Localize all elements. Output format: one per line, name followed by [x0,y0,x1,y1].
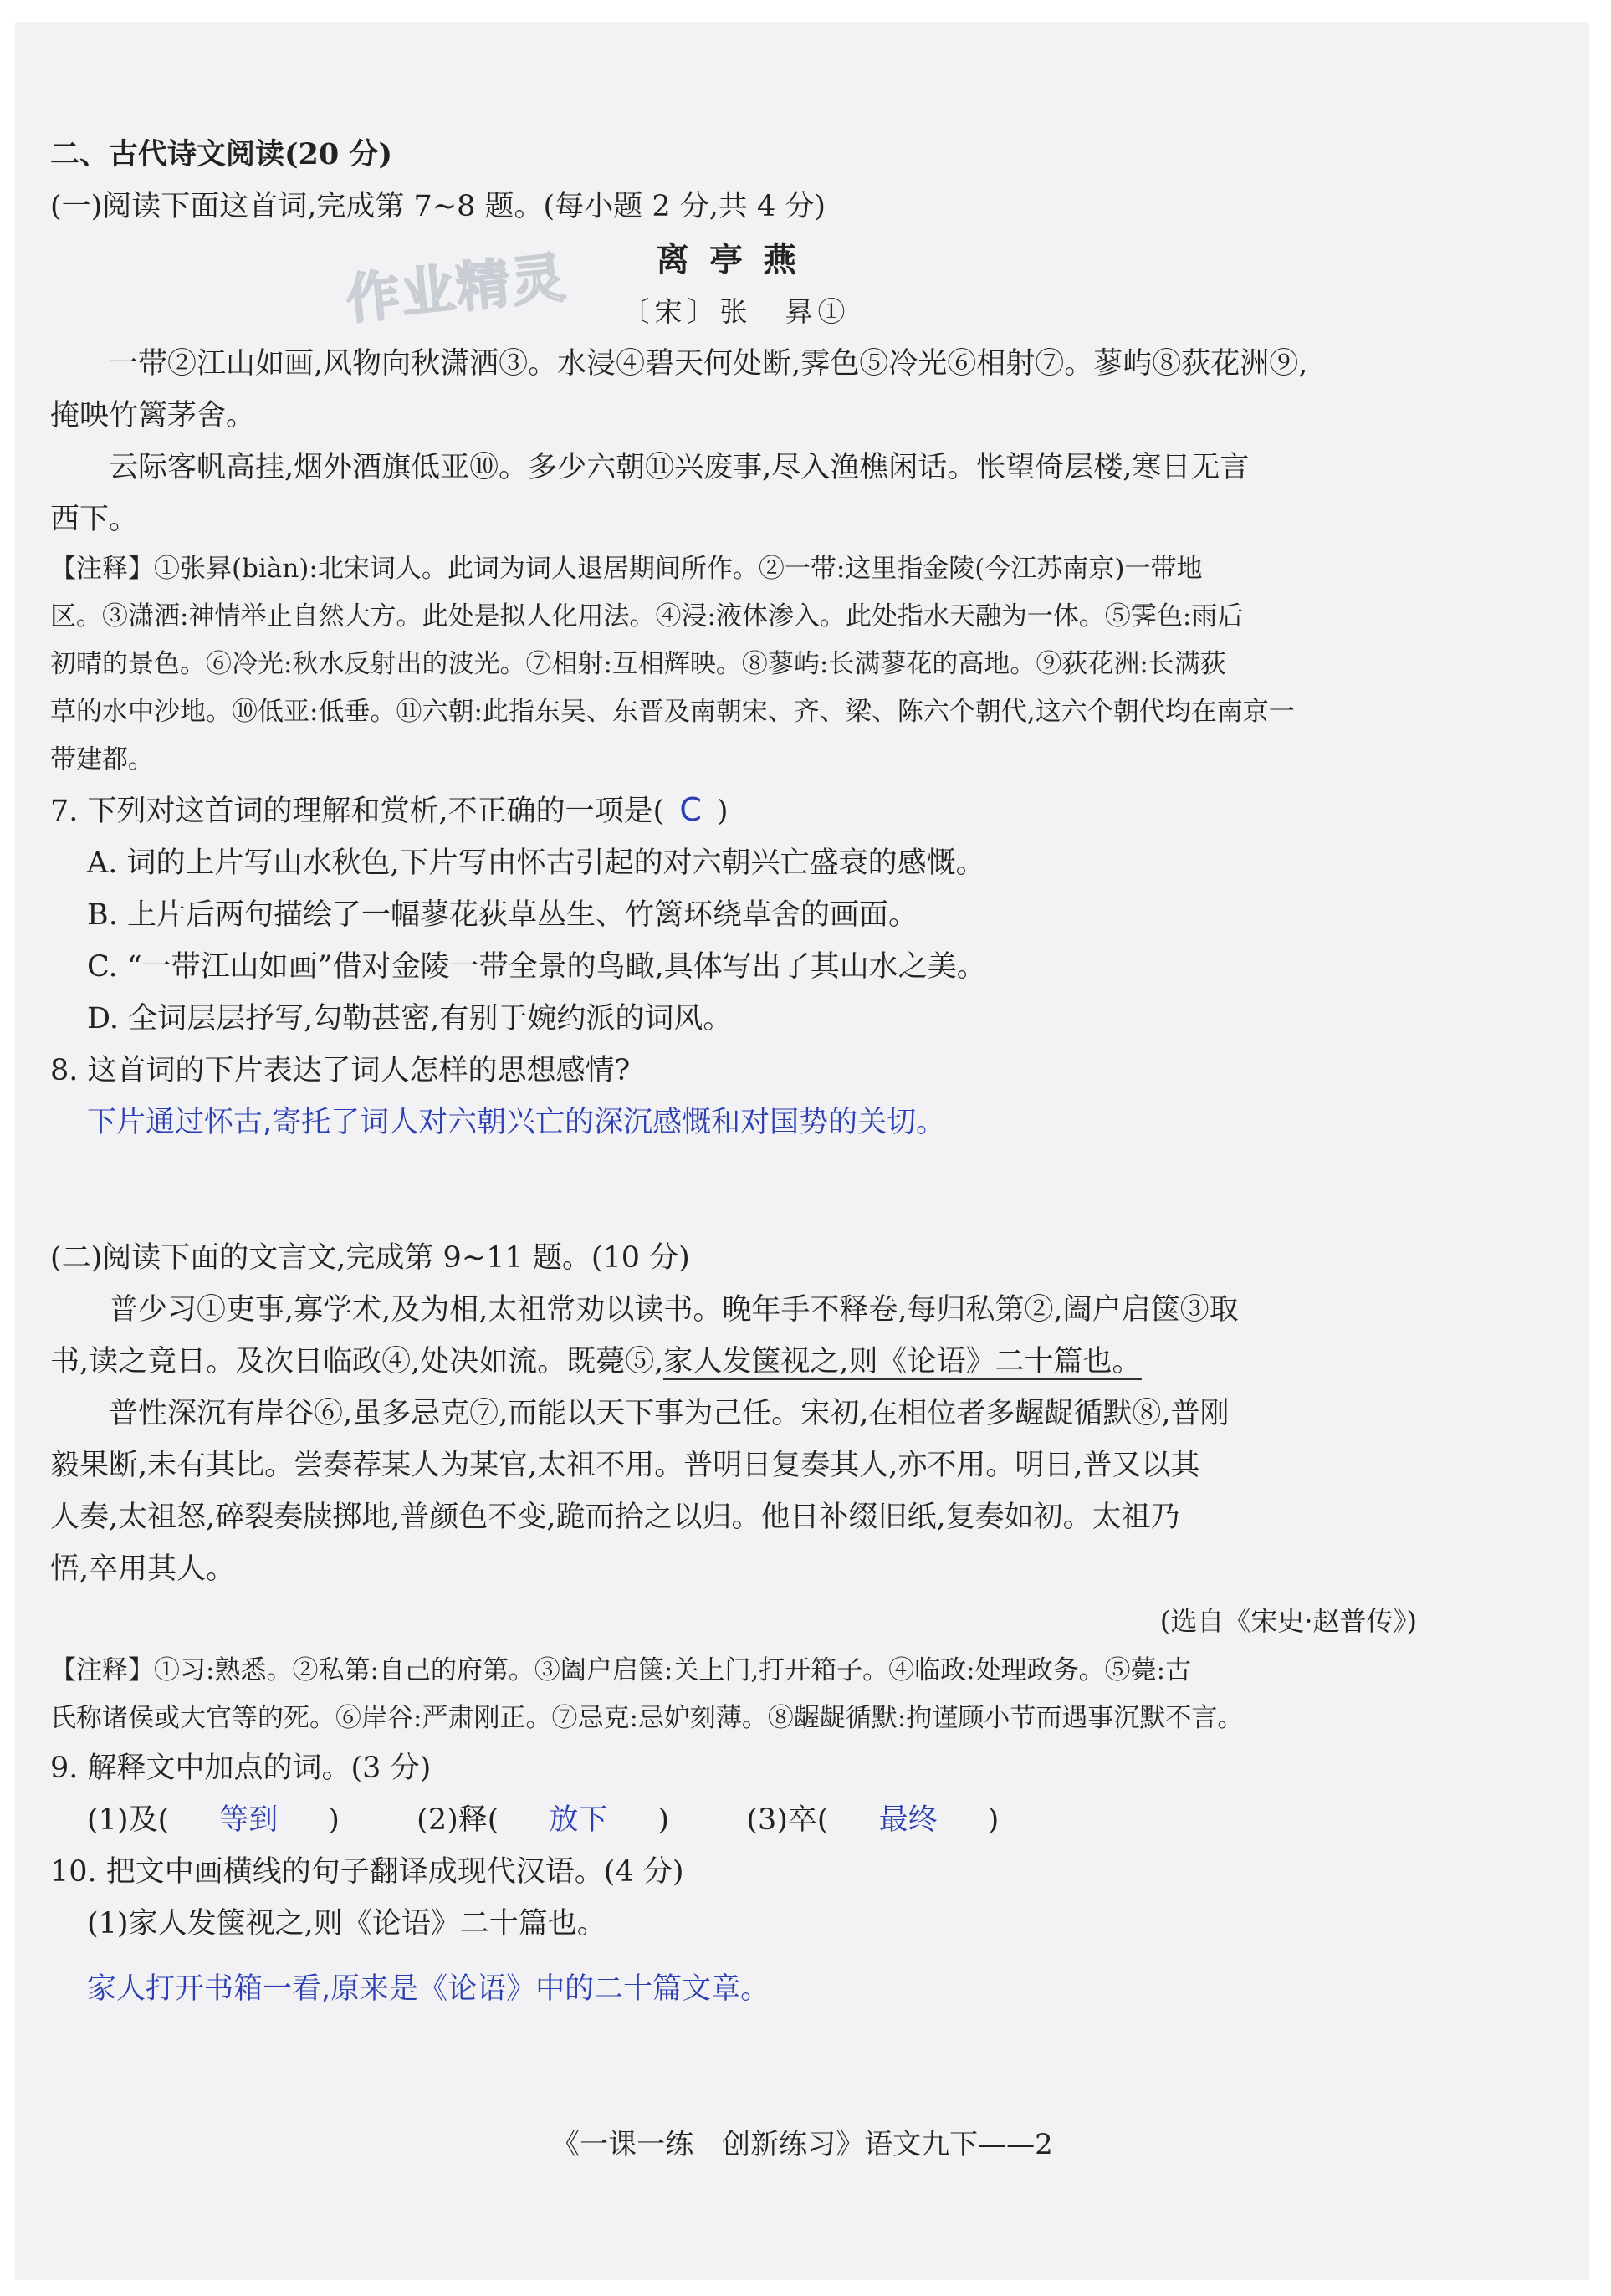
note-line: 带建都。 [50,744,154,775]
poem-title: 离亭燕 [656,240,816,279]
prose-line: 普少习①吏事,寡学术,及为相,太祖常劝以读书。晚年手不释卷,每归私第②,阖户启箧③取 [109,1293,1239,1327]
worksheet-page [15,22,1589,2280]
note-line: 草的水中沙地。⑩低亚:低垂。⑪六朝:此指东吴、东晋及南朝宋、齐、梁、陈六个朝代,这六个朝代均在南京一 [50,697,1295,727]
prose-line: 毅果断,未有其比。尝奏荐某人为某官,太祖不用。普明日复奏其人,亦不用。明日,普又以其 [50,1449,1200,1482]
prose-source: (选自《宋史·赵普传》) [1159,1605,1417,1637]
page-footer: 《一课一练 创新练习》语文九下——2 [551,2128,1053,2161]
q7-answer: C [679,791,702,828]
prose-line [50,1336,1422,1388]
part1-instruction: (一)阅读下面这首词,完成第 7~8 题。(每小题 2 分,共 4 分) [50,190,826,223]
poem-line: 掩映竹篱茅舍。 [50,399,256,432]
q9-item-1-close: ) [328,1803,340,1837]
note-line: 氏称诸侯或大官等的死。⑥岸谷:严肃刚正。⑦忌克:忌妒刻薄。⑧龌龊循默:拘谨顾小节而遇事沉默不言。 [50,1703,1244,1733]
watermark-logo: 作业精灵 [343,247,570,332]
q9-item-2-answer: 放下 [549,1803,608,1837]
question-9: 9. 解释文中加点的词。(3 分) [50,1751,432,1785]
q9-item-2-close: ) [657,1803,670,1837]
q7-option-b: B. 上片后两句描绘了一幅蓼花荻草丛生、竹篱环绕草舍的画面。 [87,898,918,932]
note-line: 【注释】①张昪(biàn):北宋词人。此词为词人退居期间所作。②一带:这里指金陵(今江苏南京)一带地 [50,554,1203,584]
poem-author: 〔宋〕张 昪① [621,295,851,328]
prose-line: 普性深沉有岸谷⑥,虽多忌克⑦,而能以天下事为己任。宋初,在相位者多龌龊循默⑧,普刚 [109,1397,1230,1430]
q7-option-a: A. 词的上片写山水秋色,下片写由怀古引起的对六朝兴亡盛衰的感慨。 [87,846,985,880]
poem-line: 西下。 [50,503,139,536]
underlined-sentence: 家人发箧视之,则《论语》二十篇也。 [663,1345,1142,1378]
poem-line: 一带②江山如画,风物向秋潇洒③。水浸④碧天何处断,霁色⑤冷光⑥相射⑦。蓼屿⑧荻花洲⑨, [109,347,1308,381]
q9-item-1-label: (1)及( [87,1803,170,1837]
part2-instruction: (二)阅读下面的文言文,完成第 9~11 题。(10 分) [50,1241,690,1275]
q7-close: ) [716,795,729,828]
q9-item-3-label: (3)卒( [746,1803,829,1837]
q7-stem: 7. 下列对这首词的理解和赏析,不正确的一项是( [50,795,665,828]
q9-item-1-answer: 等到 [219,1803,279,1837]
question-7 [50,784,1422,837]
worksheet-content [50,129,1422,2015]
q7-option-c: C. “一带江山如画”借对金陵一带全景的鸟瞰,具体写出了其山水之美。 [87,950,986,984]
q9-item-3-answer: 最终 [878,1803,938,1837]
prose-line: 悟,卒用其人。 [50,1552,236,1586]
q9-items [50,1794,1422,1846]
section-heading: 二、古代诗文阅读(20 分) [50,137,393,171]
question-10: 10. 把文中画横线的句子翻译成现代汉语。(4 分) [50,1855,684,1889]
q8-answer: 下片通过怀古,寄托了词人对六朝兴亡的深沉感慨和对国势的关切。 [87,1106,946,1139]
poem-line: 云际客帆高挂,烟外酒旗低亚⑩。多少六朝⑪兴废事,尽入渔樵闲话。怅望倚层楼,寒日无言 [109,451,1250,484]
q9-item-2-label: (2)释( [417,1803,499,1837]
note-line: 区。③潇洒:神情举止自然大方。此处是拟人化用法。④浸:液体渗入。此处指水天融为一体。⑤霁色:雨后 [50,601,1244,632]
note-line: 初晴的景色。⑥冷光:秋水反射出的波光。⑦相射:互相辉映。⑧蓼屿:长满蓼花的高地。⑨荻花洲:长满荻 [50,649,1226,679]
poem-notes [50,545,1422,784]
q10-answer1: 家人打开书箱一看,原来是《论语》中的二十篇文章。 [87,1972,770,2006]
note-line: 【注释】①习:熟悉。②私第:自己的府第。③阖户启箧:关上门,打开箱子。④临政:处理政务。⑤薨:古 [50,1655,1192,1685]
q9-item-3-close: ) [987,1803,1000,1837]
prose-text: 书,读之竟日。及次日临政④,处决如流。既薨⑤, [50,1345,664,1378]
question-8: 8. 这首词的下片表达了词人怎样的思想感情? [50,1054,631,1087]
q7-option-d: D. 全词层层抒写,勾勒甚密,有别于婉约派的词风。 [87,1002,733,1036]
prose-notes [50,1647,1422,1742]
q10-sub1: (1)家人发箧视之,则《论语》二十篇也。 [87,1907,606,1941]
prose-line: 人奏,太祖怒,碎裂奏牍掷地,普颜色不变,跪而拾之以归。他日补缀旧纸,复奏如初。太祖乃 [50,1501,1180,1534]
